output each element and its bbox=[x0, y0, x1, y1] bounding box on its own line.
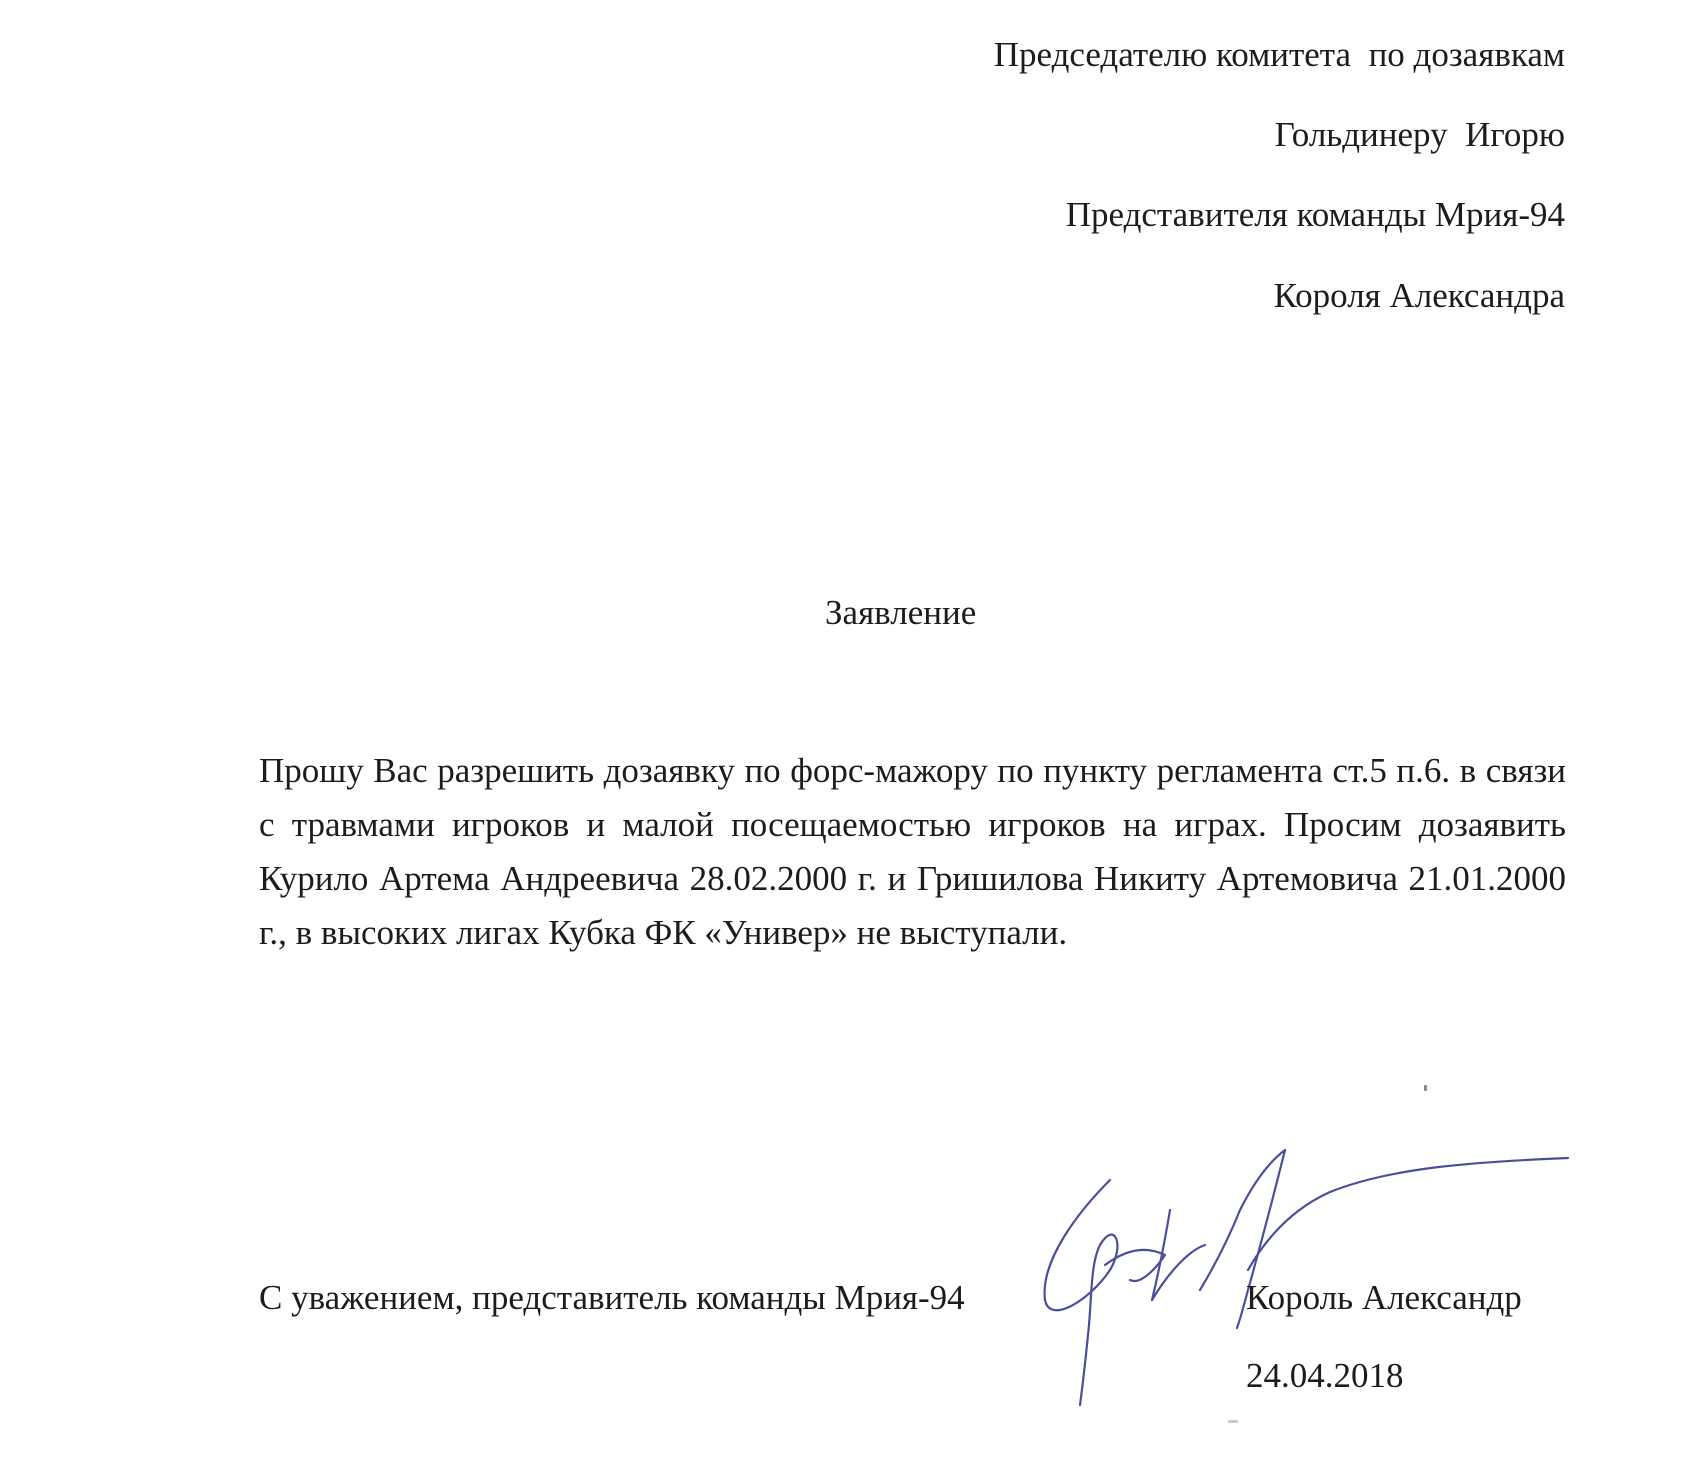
addressee-line-1: Председателю комитета по дозаявкам bbox=[993, 35, 1565, 74]
closing-line: С уважением, представитель команды Мрия-94 bbox=[259, 1278, 965, 1317]
scan-speck bbox=[1424, 1085, 1427, 1091]
scan-speck bbox=[1228, 1420, 1238, 1423]
addressee-line-2: Гольдинеру Игорю bbox=[1274, 115, 1565, 154]
document-title: Заявление bbox=[825, 593, 977, 632]
addressee-line-3: Представителя команды Мрия-94 bbox=[1065, 195, 1565, 234]
signature-stroke-1 bbox=[1045, 1180, 1118, 1405]
signer-name: Король Александр bbox=[1246, 1278, 1522, 1317]
document-date: 24.04.2018 bbox=[1246, 1356, 1404, 1395]
document-body: Прошу Вас разрешить дозаявку по форс-мажору по пункту регламента ст.5 п.6. в связи с травмами игроков и малой посещаемостью игроков на играх. Просим дозаявить Курило Артема Андреевича 28.02.2000 г. и Гришилова Никиту Артемовича 21.01.2000 г., в высоких лигах Кубка ФК «Универ» не выступали. bbox=[259, 751, 1566, 952]
signature-stroke-2 bbox=[1105, 1250, 1165, 1281]
addressee-line-4: Короля Александра bbox=[1273, 276, 1565, 315]
signature-stroke-3 bbox=[1152, 1210, 1205, 1300]
signature-stroke-5 bbox=[1248, 1158, 1568, 1270]
